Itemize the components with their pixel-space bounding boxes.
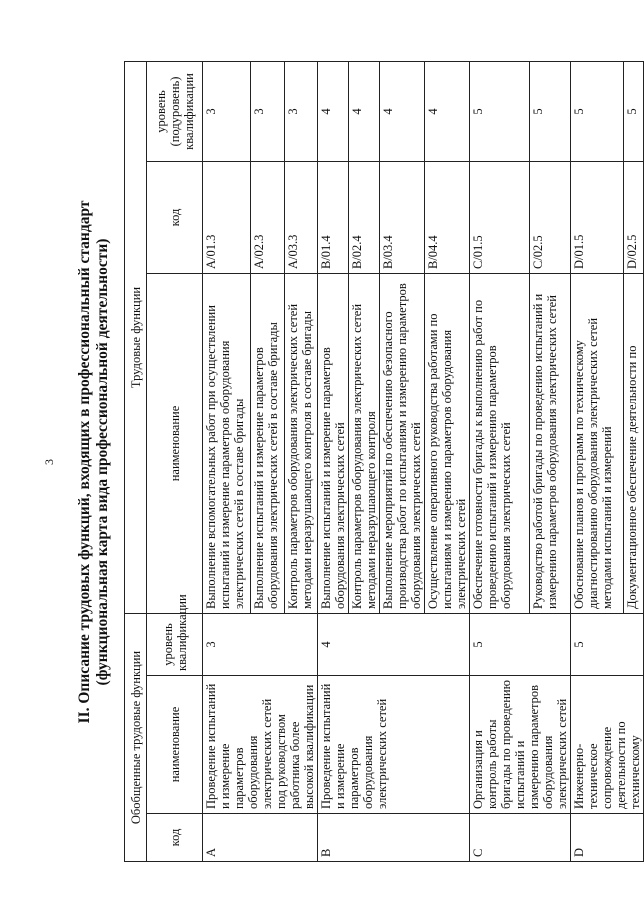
tf-level: 5 xyxy=(529,61,570,161)
tf-name: Осуществление оперативного руководства работами по испытаниям и измерению параметров оборудования электрических сетей xyxy=(425,274,470,614)
tf-level: 3 xyxy=(251,61,284,161)
tf-code: A/01.3 xyxy=(203,162,251,274)
header-level: уровень квалификации xyxy=(147,614,203,676)
tf-name: Руководство работой бригады по проведению испытаний и измерению параметров оборудования электрических сетей xyxy=(529,274,570,614)
gf-level: 5 xyxy=(571,614,644,676)
tf-code: A/02.3 xyxy=(251,162,284,274)
gf-level: 5 xyxy=(470,614,571,676)
tf-name: Выполнение испытаний и измерение параметров оборудования электрических сетей xyxy=(318,274,349,614)
tf-code: A/03.3 xyxy=(284,162,317,274)
tf-code: B/03.4 xyxy=(380,162,425,274)
functional-map-table xyxy=(124,61,644,862)
header-labor-functions: Трудовые функции xyxy=(125,61,147,613)
tf-level: 5 xyxy=(623,61,643,161)
header-code: код xyxy=(147,814,203,862)
table-row xyxy=(571,61,624,861)
section-title: II. Описание трудовых функций, входящих в профессиональный стандарт xyxy=(76,200,93,724)
tf-name: Обеспечение готовности бригады к выполнению работ по проведению испытаний и измерению параметров оборудования электрических сетей xyxy=(470,274,530,614)
gf-name: Проведение испытаний и измерение параметров оборудования электрических сетей xyxy=(318,676,470,814)
page-number: 3 xyxy=(42,459,56,465)
tf-name: Обоснование планов и программ по техническому диагностированию оборудования электрических сетей методами испытаний и измерений xyxy=(571,274,624,614)
tf-code: B/01.4 xyxy=(318,162,349,274)
tf-code: D/02.5 xyxy=(623,162,643,274)
tf-level: 3 xyxy=(203,61,251,161)
gf-level: 3 xyxy=(203,614,318,676)
tf-level: 4 xyxy=(425,61,470,161)
header-tf-name: наименование xyxy=(147,274,203,614)
rotated-page-content xyxy=(38,62,642,862)
tf-name: Контроль параметров оборудования электрических сетей методами неразрушающего контроля в составе бригады xyxy=(284,274,317,614)
gf-name: Организация и контроль работы бригады по проведению испытаний и измерению параметров оборудования электрических сетей xyxy=(470,676,571,814)
gf-level: 4 xyxy=(318,614,470,676)
tf-name: Документационное обеспечение деятельности по xyxy=(623,274,643,614)
tf-name: Выполнение вспомогательных работ при осуществлении испытаний и измерение параметров оборудования электрических сетей в составе бригады xyxy=(203,274,251,614)
tf-code: C/02.5 xyxy=(529,162,570,274)
gf-code: A xyxy=(203,814,318,862)
tf-level: 5 xyxy=(470,61,530,161)
tf-level: 3 xyxy=(284,61,317,161)
tf-level: 4 xyxy=(349,61,380,161)
table-row xyxy=(318,61,349,861)
gf-name: Инженерно-техническое сопровождение деятельности по техническому xyxy=(571,676,644,814)
document-heading xyxy=(38,62,111,862)
section-subtitle: (функциональная карта вида профессиональной деятельности) xyxy=(94,238,111,686)
tf-name: Выполнение испытаний и измерение параметров оборудования электрических сетей в составе бригады xyxy=(251,274,284,614)
tf-code: B/02.4 xyxy=(349,162,380,274)
tf-name: Выполнение мероприятий по обеспечению безопасного производства работ по испытаниям и измерению параметров оборудования электрических сетей xyxy=(380,274,425,614)
tf-code: C/01.5 xyxy=(470,162,530,274)
table-row xyxy=(470,61,530,861)
tf-code: D/01.5 xyxy=(571,162,624,274)
tf-code: B/04.4 xyxy=(425,162,470,274)
header-name: наименование xyxy=(147,676,203,814)
tf-level: 4 xyxy=(380,61,425,161)
gf-name: Проведение испытаний и измерение параметров оборудования электрических сетей под руководством работника более высокой квалификации xyxy=(203,676,318,814)
tf-level: 5 xyxy=(571,61,624,161)
gf-code: D xyxy=(571,814,644,862)
gf-code: B xyxy=(318,814,470,862)
tf-level: 4 xyxy=(318,61,349,161)
tf-name: Контроль параметров оборудования электрических сетей методами неразрушающего контроля xyxy=(349,274,380,614)
header-tf-code: код xyxy=(147,162,203,274)
gf-code: C xyxy=(470,814,571,862)
header-tf-level: уровень (подуровень) квалификации xyxy=(147,61,203,161)
header-generalized-functions: Обобщенные трудовые функции xyxy=(125,614,147,862)
table-row xyxy=(203,61,251,861)
